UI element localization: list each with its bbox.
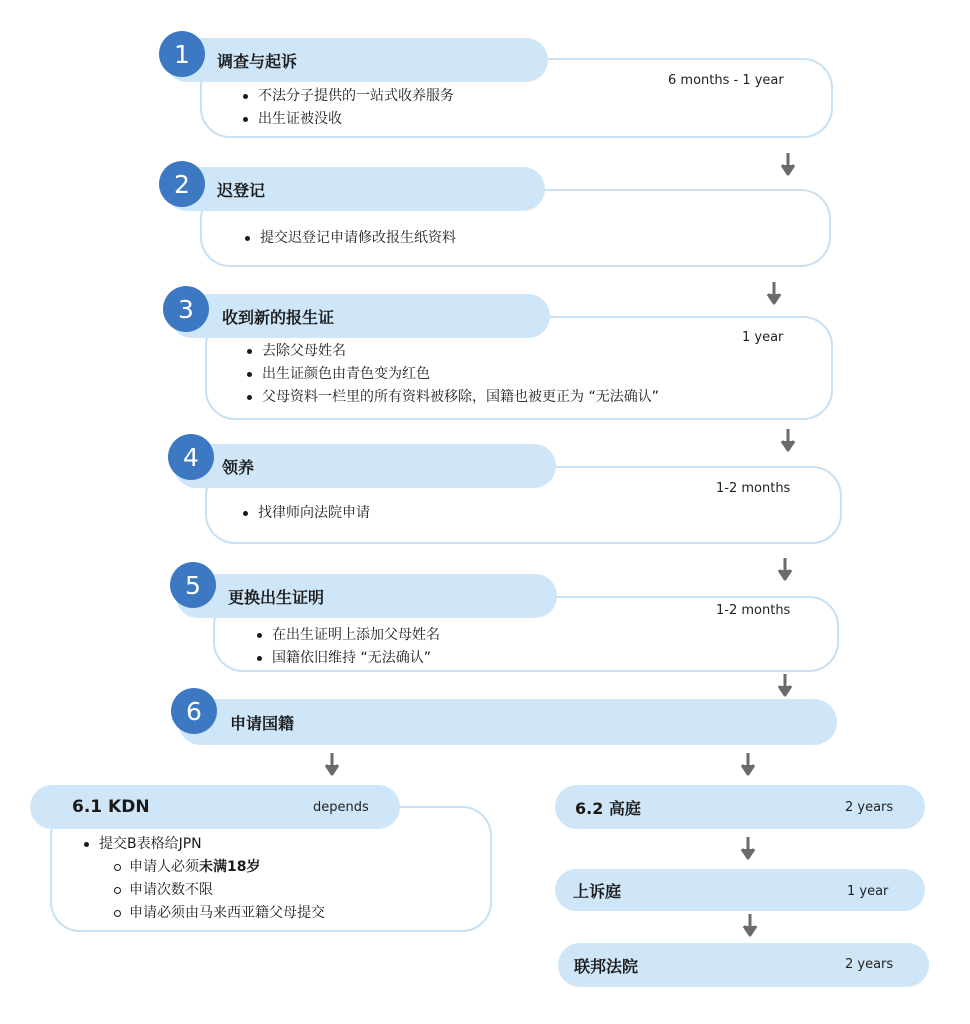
list-item: 国籍依旧维持 “无法确认” (257, 647, 440, 670)
kdn-duration: depends (313, 800, 369, 815)
arrow-down-icon (740, 752, 756, 778)
step-2-number: 2 (159, 161, 205, 207)
step-6-number: 6 (171, 688, 217, 734)
step-5-header (176, 574, 557, 618)
arrow-down-icon (777, 557, 793, 583)
step-6-header (178, 699, 837, 745)
step-5-duration: 1-2 months (716, 603, 791, 618)
list-item: 出生证颜色由青色变为红色 (247, 363, 659, 386)
step-3-header (170, 294, 550, 338)
kdn-title: 6.1 KDN (72, 797, 150, 817)
step-1-title: 调查与起诉 (217, 51, 298, 71)
step-3-title: 收到新的报生证 (222, 307, 335, 327)
step-2-title: 迟登记 (217, 180, 266, 200)
list-item: 出生证被没收 (243, 108, 454, 131)
kdn-sub1-prefix: 申请人必须 (129, 859, 199, 875)
arrow-down-icon (777, 673, 793, 699)
step-3-list (247, 340, 659, 409)
step-3-number: 3 (163, 286, 209, 332)
step-2-list (245, 227, 456, 250)
list-item: 提交迟登记申请修改报生纸资料 (245, 227, 456, 250)
step-4-header (174, 444, 556, 488)
list-item: 不法分子提供的一站式收养服务 (243, 85, 454, 108)
list-item: 提交B表格给JPN (84, 833, 325, 856)
step-3-duration: 1 year (742, 330, 784, 345)
kdn-list (84, 833, 325, 925)
arrow-down-icon (324, 752, 340, 778)
federal-court-duration: 2 years (845, 957, 894, 972)
appeal-court-duration: 1 year (847, 884, 889, 899)
step-1-duration: 6 months - 1 year (668, 73, 784, 88)
step-5-number: 5 (170, 562, 216, 608)
step-4-title: 领养 (222, 457, 255, 477)
list-subitem: 申请必须由马来西亚籍父母提交 (84, 902, 325, 925)
arrow-down-icon (780, 152, 796, 178)
step-4-duration: 1-2 months (716, 481, 791, 496)
list-item: 父母资料一栏里的所有资料被移除，国籍也被更正为 “无法确认” (247, 386, 659, 409)
high-court-duration: 2 years (845, 800, 894, 815)
step-6-title: 申请国籍 (230, 713, 295, 733)
arrow-down-icon (740, 836, 756, 862)
arrow-down-icon (742, 913, 758, 939)
list-item: 在出生证明上添加父母姓名 (257, 624, 440, 647)
kdn-sub1-bold: 未满18岁 (199, 859, 261, 875)
federal-court-title: 联邦法院 (574, 956, 639, 976)
step-1-list (243, 85, 454, 131)
list-item: 去除父母姓名 (247, 340, 659, 363)
list-subitem: 申请次数不限 (84, 879, 325, 902)
step-1-number: 1 (159, 31, 205, 77)
list-subitem (84, 856, 325, 879)
step-5-title: 更换出生证明 (228, 587, 325, 607)
arrow-down-icon (766, 281, 782, 307)
arrow-down-icon (780, 428, 796, 454)
step-1-header (165, 38, 548, 82)
step-4-number: 4 (168, 434, 214, 480)
step-2-header (165, 167, 545, 211)
step-5-list (257, 624, 440, 670)
list-item: 找律师向法院申请 (243, 502, 370, 525)
step-4-list (243, 502, 370, 525)
high-court-title: 6.2 高庭 (575, 798, 641, 818)
appeal-court-title: 上诉庭 (573, 881, 622, 901)
